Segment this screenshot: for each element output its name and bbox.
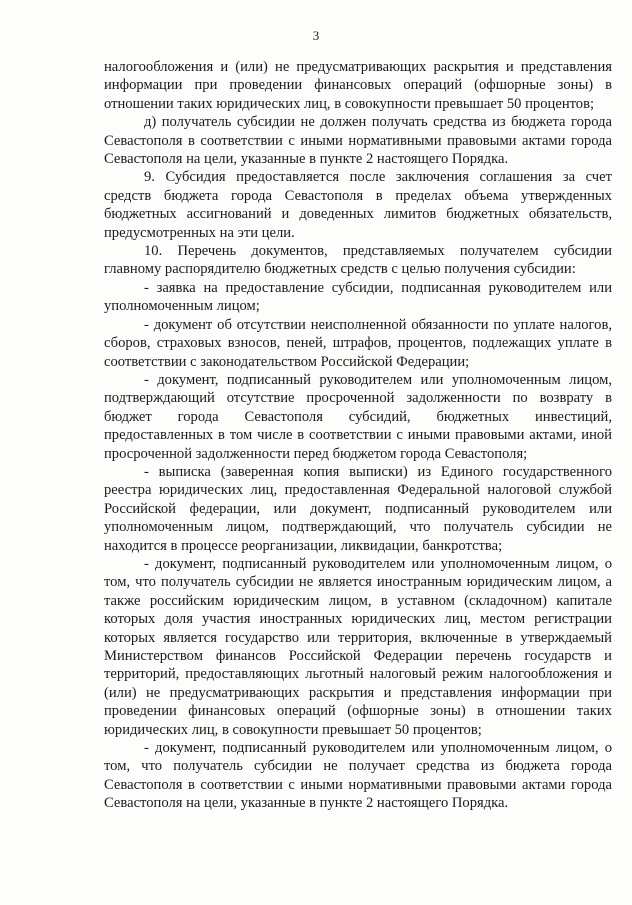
list-item-registry-extract: - выписка (заверенная копия выписки) из Единого государственного реестра юридических лиц, предоставленная Федеральной налоговой службой Российской федерации, или документ, подписанный руководителем или уполномоченным лицом, подтверждающий, что получатель субсидии не находится в процессе реорганизации, ликвидации, банкротства;	[104, 463, 612, 554]
page-number: 3	[312, 28, 320, 43]
list-item-no-other-funding: - документ, подписанный руководителем или уполномоченным лицом, о том, что получатель субсидии не получает средства из бюджета города Севастополя в соответствии с иными нормативными правовыми актами города Севастополя на цели, указанные в пункте 2 настоящего Порядка.	[104, 740, 612, 812]
document-body	[104, 58, 612, 813]
list-item-not-foreign-entity: - документ, подписанный руководителем или уполномоченным лицом, о том, что получатель субсидии не является иностранным юридическим лицом, а также российским юридическим лицом, в уставном (складочном) капитале которых доля участия иностранных юридических лиц, местом регистрации которых является государство или территория, включенные в утверждаемый Министерством финансов Российской Федерации перечень государств и территорий, предоставляющих льготный налоговый режим налогообложения и (или) не предусматривающих раскрытия и представления информации при проведении финансовых операций (офшорные зоны) в отношении таких юридических лиц, в совокупности превышает 50 процентов;	[104, 555, 612, 738]
paragraph-9: 9. Субсидия предоставляется после заключения соглашения за счет средств бюджета города Севастополя в пределах объема утвержденных бюджетных ассигнований и доведенных лимитов бюджетных обязательств, предусмотренных на эти цели.	[104, 169, 612, 241]
list-item-application: - заявка на предоставление субсидии, подписанная руководителем или уполномоченным лицом;	[104, 279, 612, 315]
list-item-no-overdue-debt: - документ, подписанный руководителем или уполномоченным лицом, подтверждающий отсутствие просроченной задолженности по возврату в бюджет города Севастополя субсидий, бюджетных инвестиций, предоставленных в том числе в соответствии с иными правовыми актами, иной просроченной задолженности перед бюджетом города Севастополя;	[104, 371, 612, 462]
paragraph-item-d: д) получатель субсидии не должен получать средства из бюджета города Севастополя в соответствии с иными нормативными правовыми актами города Севастополя на цели, указанные в пункте 2 настоящего Порядка.	[104, 114, 612, 168]
list-item-no-tax-debt: - документ об отсутствии неисполненной обязанности по уплате налогов, сборов, страховых взносов, пеней, штрафов, процентов, подлежащих уплате в соответствии с законодательством Российской Федерации;	[104, 316, 612, 370]
paragraph-continuation: налогообложения и (или) не предусматривающих раскрытия и представления информации при проведении финансовых операций (офшорные зоны) в отношении таких юридических лиц, в совокупности превышает 50 процентов;	[104, 59, 612, 112]
paragraph-10: 10. Перечень документов, представляемых получателем субсидии главному распорядителю бюджетных средств с целью получения субсидии:	[104, 243, 612, 278]
